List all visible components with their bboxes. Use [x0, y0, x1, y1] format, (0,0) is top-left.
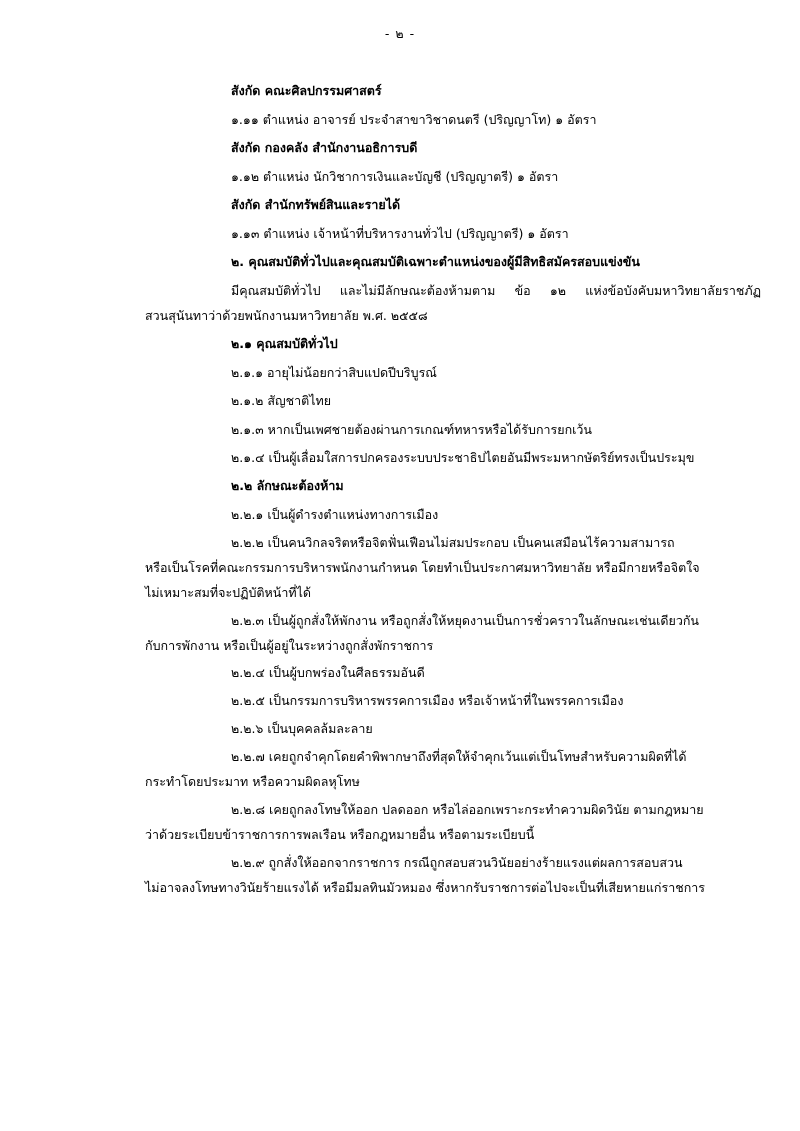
paragraph-qualifications-line1: มีคุณสมบัติทั่วไป และไม่มีลักษณะต้องห้ามตาม ข้อ ๑๒ แห่งข้อบังคับมหาวิทยาลัยราชภัฏ	[231, 283, 761, 298]
heading-qualifications: ๒. คุณสมบัติทั่วไปและคุณสมบัติเฉพาะตำแหน่งของผู้มีสิทธิสมัครสอบแข่งขัน	[231, 254, 640, 269]
heading-general-qualifications: ๒.๑ คุณสมบัติทั่วไป	[231, 336, 338, 351]
prohibition-item-2-2-4: ๒.๒.๔ เป็นผู้บกพร่องในศีลธรรมอันดี	[231, 665, 425, 680]
prohibition-item-2-2-9-line2: ไม่อาจลงโทษทางวินัยร้ายแรงได้ หรือมีมลทินมัวหมอง ซึ่งหากรับราชการต่อไปจะเป็นที่เสียหายแก่ราชการ	[145, 880, 706, 895]
position-item-1-13: ๑.๑๓ ตำแหน่ง เจ้าหน้าที่บริหารงานทั่วไป (ปริญญาตรี) ๑ อัตรา	[231, 226, 569, 241]
qualification-item-2-1-3: ๒.๑.๓ หากเป็นเพศชายต้องผ่านการเกณฑ์ทหารหรือได้รับการยกเว้น	[231, 422, 592, 437]
prohibition-item-2-2-8-line1: ๒.๒.๘ เคยถูกลงโทษให้ออก ปลดออก หรือไล่ออกเพราะกระทำความผิดวินัย ตามกฎหมาย	[231, 802, 704, 817]
paragraph-qualifications-line2: สวนสุนันทาว่าด้วยพนักงานมหาวิทยาลัย พ.ศ. ๒๕๕๘	[145, 308, 428, 323]
heading-prohibitions: ๒.๒ ลักษณะต้องห้าม	[231, 478, 344, 493]
page-number: - ๒ -	[384, 26, 416, 41]
prohibition-item-2-2-9-line1: ๒.๒.๙ ถูกสั่งให้ออกจากราชการ กรณีถูกสอบสวนวินัยอย่างร้ายแรงแต่ผลการสอบสวน	[231, 855, 683, 870]
prohibition-item-2-2-7-line2: กระทำโดยประมาท หรือความผิดลหุโทษ	[145, 774, 360, 789]
prohibition-item-2-2-8-line2: ว่าด้วยระเบียบข้าราชการการพลเรือน หรือกฎหมายอื่น หรือตามระเบียบนี้	[145, 827, 535, 842]
position-item-1-11: ๑.๑๑ ตำแหน่ง อาจารย์ ประจำสาขาวิชาดนตรี (ปริญญาโท) ๑ อัตรา	[231, 112, 597, 127]
qualification-item-2-1-2: ๒.๑.๒ สัญชาติไทย	[231, 393, 332, 408]
qualification-item-2-1-1: ๒.๑.๑ อายุไม่น้อยกว่าสิบแปดปีบริบูรณ์	[231, 365, 437, 380]
section-heading-fine-arts: สังกัด คณะศิลปกรรมศาสตร์	[231, 83, 382, 98]
prohibition-item-2-2-2-line2: หรือเป็นโรคที่คณะกรรมการบริหารพนักงานกำหนด โดยทำเป็นประกาศมหาวิทยาลัย หรือมีกายหรือจิตใจ	[145, 560, 700, 575]
section-heading-finance: สังกัด กองคลัง สำนักงานอธิการบดี	[231, 140, 418, 155]
qualification-item-2-1-4: ๒.๑.๔ เป็นผู้เลื่อมใสการปกครองระบบประชาธิปไตยอันมีพระมหากษัตริย์ทรงเป็นประมุข	[231, 450, 695, 465]
prohibition-item-2-2-2-line1: ๒.๒.๒ เป็นคนวิกลจริตหรือจิตฟั่นเฟือนไม่สมประกอบ เป็นคนเสมือนไร้ความสามารถ	[231, 535, 675, 550]
section-heading-property: สังกัด สำนักทรัพย์สินและรายได้	[231, 197, 401, 212]
prohibition-item-2-2-5: ๒.๒.๕ เป็นกรรมการบริหารพรรคการเมือง หรือเจ้าหน้าที่ในพรรคการเมือง	[231, 693, 624, 708]
prohibition-item-2-2-3-line2: กับการพักงาน หรือเป็นผู้อยู่ในระหว่างถูกสั่งพักราชการ	[145, 638, 434, 653]
prohibition-item-2-2-2-line3: ไม่เหมาะสมที่จะปฏิบัติหน้าที่ได้	[145, 585, 311, 600]
prohibition-item-2-2-3-line1: ๒.๒.๓ เป็นผู้ถูกสั่งให้พักงาน หรือถูกสั่งให้หยุดงานเป็นการชั่วคราวในลักษณะเช่นเดียวกัน	[231, 613, 699, 628]
position-item-1-12: ๑.๑๒ ตำแหน่ง นักวิชาการเงินและบัญชี (ปริญญาตรี) ๑ อัตรา	[231, 169, 559, 184]
prohibition-item-2-2-7-line1: ๒.๒.๗ เคยถูกจำคุกโดยคำพิพากษาถึงที่สุดให้จำคุกเว้นแต่เป็นโทษสำหรับความผิดที่ได้	[231, 749, 687, 764]
prohibition-item-2-2-6: ๒.๒.๖ เป็นบุคคลล้มละลาย	[231, 721, 373, 736]
prohibition-item-2-2-1: ๒.๒.๑ เป็นผู้ดำรงตำแหน่งทางการเมือง	[231, 507, 439, 522]
